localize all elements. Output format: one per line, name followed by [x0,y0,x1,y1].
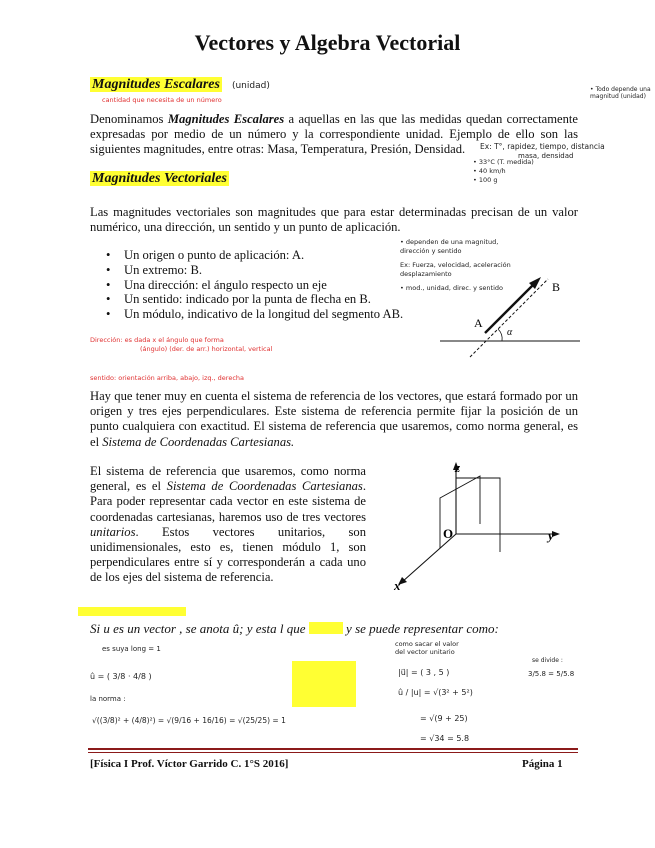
margin-list-item: • 33°C (T. medida) [473,158,534,166]
page-title: Vectores y Algebra Vectorial [194,30,461,55]
referencia-para-emphasis: Sistema de Coordenadas Cartesianas. [102,434,295,449]
referencia2-emphasis: Sistema de Coordenadas Cartesianas [166,479,363,494]
hand-right-sum: = √(9 + 25) [420,714,468,723]
footer-rule-thin [88,752,578,753]
vector-ab-arrow [485,282,536,333]
vector-note: desplazamiento [400,269,452,278]
vector-properties-list [98,248,428,322]
referencia-paragraph-2 [90,464,366,586]
escalares-hand-note: cantidad que necesita de un número [102,96,222,104]
red-note-direction-2: (ángulo) (der. de arr.) horizontal, vertical [140,345,273,353]
hand-left-3: la norma : [90,695,126,703]
label-z: z [455,460,461,475]
referencia-paragraph [90,389,578,450]
referencia2-emphasis-2: unitarios [90,524,136,539]
vectoriales-heading-row [90,169,229,187]
escalares-para-prefix: Denominamos [90,112,168,126]
vectoriales-heading: Magnitudes Vectoriales [92,171,227,186]
referencia-para-text: Hay que tener muy en cuenta el sistema de referencia de los vectores, que estará formado por un origen y tres ejes perpendiculares. Este sistema de referencia permite fijar la posición de un punto cualquiera con exactitud. El sistema de referencia que usaremos, como norma general, es el [90,389,578,449]
margin-list [473,158,534,185]
margin-note-top-right: • Todo depende una magnitud (unidad) [590,86,651,100]
vector-note: dirección y sentido [400,246,462,255]
escalares-hand-unit: (unidad) [231,81,270,91]
vector-ab-diagram [430,265,580,365]
label-angle: α [507,327,513,338]
cartesian-axes-diagram [388,458,578,593]
list-item: • Un origen o punto de aplicación: A. [98,248,428,263]
vector-note: • mod., unidad, direc. y sentido [400,284,503,292]
margin-list-item: • 100 g [473,176,498,184]
hand-right-line: del vector unitario [395,648,455,656]
label-b: B [552,280,561,294]
list-item: • Una dirección: el ángulo respecto un eje [98,278,428,293]
footer-left: [Física I Prof. Víctor Garrido C. 1°S 2016] [90,758,289,770]
hand-far-right-1: se divide : [532,657,563,664]
label-y: y [548,528,554,543]
hand-left-1: es suya long = 1 [102,645,161,653]
footer-rule-thick [88,748,578,750]
red-note-direction: Dirección: es dada x el ángulo que forma [90,336,224,344]
yellow-sticky-box [292,661,356,707]
highlight-strip [78,607,186,616]
hand-far-right-2: 3/5.8 = 5/5.8 [528,670,575,678]
formula-text-b: y se puede representar como: [342,621,499,636]
hand-left-2: û = ( 3/8 · 4/8 ) [90,672,152,681]
list-item: • Un módulo, indicativo de la longitud del segmento AB. [98,307,428,322]
hand-right-norm: û / |u| = √(3² + 5²) [398,688,473,697]
escalares-para-emphasis: Magnitudes Escalares [167,112,285,126]
label-x: x [394,578,401,593]
escalares-heading-row [90,75,270,93]
hand-right-result: = √34 = 5.8 [420,734,470,743]
hand-right-title [395,640,459,656]
margin-examples: Ex: T°, rapidez, tiempo, distancia [480,142,605,151]
footer-page-number: Página 1 [522,758,563,770]
margin-list-item: • 40 km/h [473,167,506,175]
referencia2-text-a: El sistema de referencia que usaremos, como norma general, es el [90,464,366,494]
vector-note: • dependen de una magnitud, [400,238,499,246]
x-axis [402,534,456,582]
list-item: • Un extremo: B. [98,263,428,278]
escalares-heading: Magnitudes Escalares [92,77,220,92]
escalares-para-rest: a aquellas en las que las medidas quedan correctamente expresadas por medio de un número y la correspondiente unidad. Ejemplo de ello son las siguientes magnitudes, entre otras: Masa, Temperatura, Presión, Densidad. [90,112,578,157]
label-a: A [474,316,483,330]
formula-line [90,621,499,637]
hand-right-vector: |u⃗| = ( 3 , 5 ) [398,668,450,677]
hand-right-line: como sacar el valor [395,640,459,648]
vectoriales-paragraph: Las magnitudes vectoriales son magnitudes que para estar determinadas precisan de un valor numérico, una dirección, un sentido y un punto de aplicación. [90,205,578,235]
margin-examples-2: masa, densidad [518,152,574,160]
yz-plane-outline [456,478,500,552]
vector-note: Ex: Fuerza, velocidad, aceleración [400,261,511,269]
list-item: • Un sentido: indicado por la punta de flecha en B. [98,292,428,307]
label-origin: O [443,526,454,541]
referencia2-text-c: . Estos vectores unitarios, son unidimensionales, esto es, tienen módulo 1, son perpendiculares entre sí y corresponderán a cada uno de los ejes del sistema de referencia. [90,524,366,585]
red-note-sentido: sentido: orientación arriba, abajo, izq., derecha [90,374,245,382]
hand-left-4: √((3/8)² + (4/8)²) = √(9/16 + 16/16) = √(25/25) = 1 [92,716,286,725]
formula-text-a: Si u es un vector , se anota û; y esta l que [90,621,309,636]
referencia2-text-b: . Para poder representar cada vector en este sistema de coordenadas cartesianas, haremos uso de tres vectores [90,479,366,524]
angle-arc [498,329,502,341]
formula-highlight-box [309,622,343,634]
